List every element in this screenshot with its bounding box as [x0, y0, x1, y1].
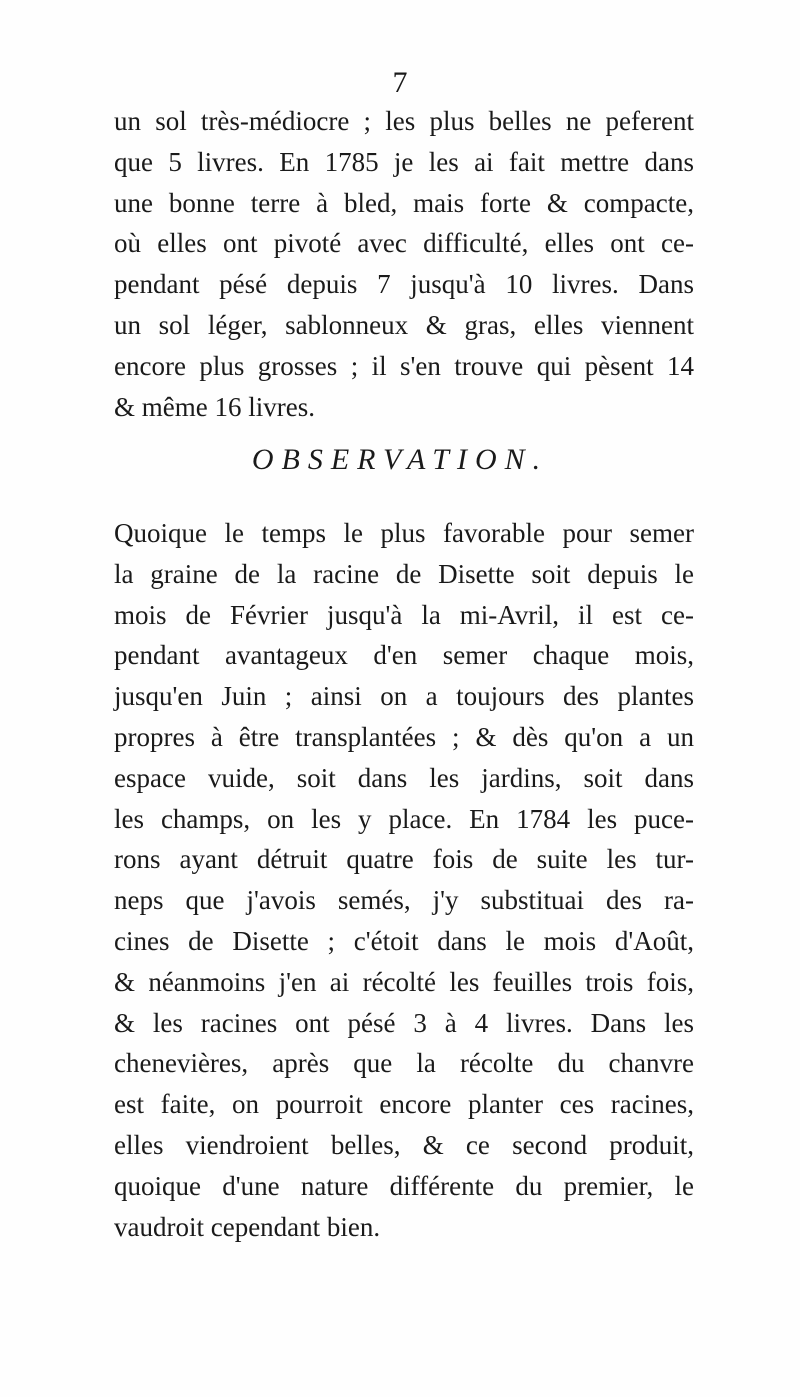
paragraph-1: [114, 101, 694, 427]
text-line: pendant pésé depuis 7 jusqu'à 10 livres. Dans: [114, 269, 694, 300]
text-line: une bonne terre à bled, mais forte & compacte,: [114, 187, 694, 218]
text-line: un sol très-médiocre ; les plus belles ne peferent: [114, 106, 694, 136]
text-line: & les racines ont pésé 3 à 4 livres. Dans les: [114, 1007, 694, 1038]
text-line: rons ayant détruit quatre fois de suite les tur-: [114, 844, 694, 875]
text-line: est faite, on pourroit encore planter ces racines,: [114, 1089, 694, 1120]
text-line: cines de Disette ; c'étoit dans le mois d'Août,: [114, 925, 694, 956]
text-line: pendant avantageux d'en semer chaque mois,: [114, 640, 694, 671]
text-line: espace vuide, soit dans les jardins, soit dans: [114, 762, 694, 793]
page-number: 7: [392, 66, 408, 99]
text-line: chenevières, après que la récolte du chanvre: [114, 1048, 694, 1079]
text-line: neps que j'avois semés, j'y substituai des ra-: [114, 885, 694, 916]
paragraph-2: [114, 513, 694, 1247]
text-line: quoique d'une nature différente du premier, le: [114, 1170, 694, 1201]
text-line: encore plus grosses ; il s'en trouve qui pèsent 14: [114, 350, 694, 381]
text-line: mois de Février jusqu'à la mi-Avril, il est ce-: [114, 599, 694, 630]
text-line: où elles ont pivoté avec difficulté, elles ont ce-: [114, 228, 694, 259]
section-heading: OBSERVATION.: [251, 443, 549, 476]
text-line: un sol léger, sablonneux & gras, elles viennent: [114, 309, 694, 340]
text-line: propres à être transplantées ; & dès qu'on a un: [114, 721, 694, 752]
text-line: la graine de la racine de Disette soit depuis le: [114, 558, 694, 589]
text-line: elles viendroient belles, & ce second produit,: [114, 1129, 694, 1160]
text-line: & même 16 livres.: [114, 391, 315, 422]
text-line: les champs, on les y place. En 1784 les puce-: [114, 803, 694, 834]
text-line: Quoique le temps le plus favorable pour semer: [114, 518, 694, 548]
text-line: que 5 livres. En 1785 je les ai fait mettre dans: [114, 146, 694, 177]
text-line: jusqu'en Juin ; ainsi on a toujours des plantes: [114, 681, 694, 712]
text-line: vaudroit cependant bien.: [114, 1211, 381, 1242]
text-line: & néanmoins j'en ai récolté les feuilles trois fois,: [114, 966, 694, 997]
